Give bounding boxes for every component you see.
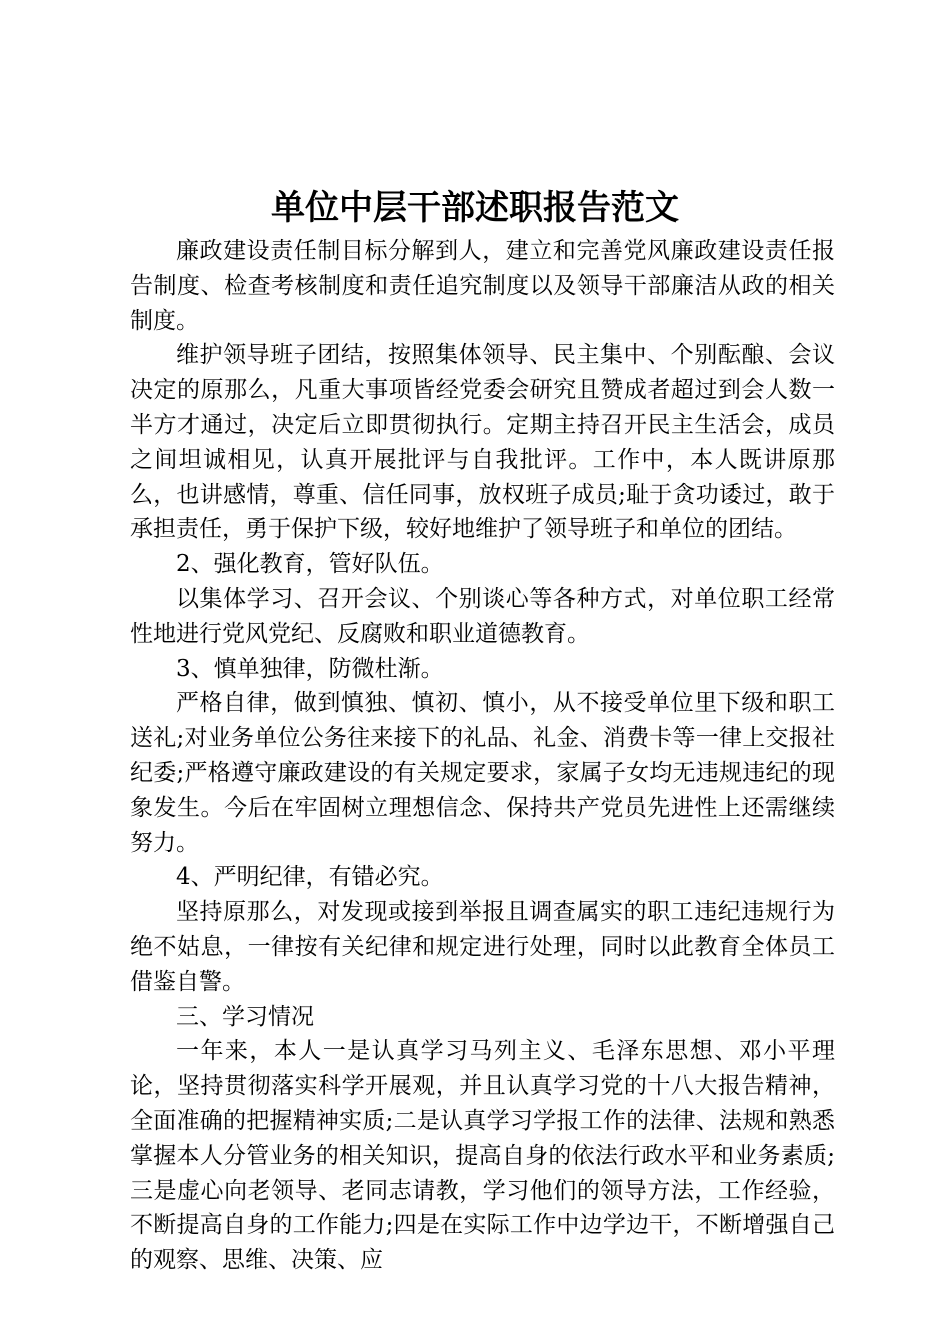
paragraph: 坚持原那么，对发现或接到举报且调查属实的职工违纪违规行为绝不姑息，一律按有关纪律和规定进行处理，同时以此教育全体员工借鉴自警。 [130,899,835,995]
paragraph: 以集体学习、召开会议、个别谈心等各种方式，对单位职工经常性地进行党风党纪、反腐败和职业道德教育。 [130,585,835,647]
paragraph: 维护领导班子团结，按照集体领导、民主集中、个别酝酿、会议决定的原那么，凡重大事项皆经党委会研究且赞成者超过到会人数一半方才通过，决定后立即贯彻执行。定期主持召开民主生活会，成员之间坦诚相见，认真开展批评与自我批评。工作中，本人既讲原那么，也讲感情，尊重、信任同事，放权班子成员;耻于贪功诿过，敢于承担责任，勇于保护下级，较好地维护了领导班子和单位的团结。 [130,342,835,543]
section-heading: 三、学习情况 [176,1003,314,1030]
section-heading: 4、严明纪律，有错必究。 [176,864,444,891]
document-body [130,234,835,1278]
section-heading: 3、慎单独律，防微杜渐。 [176,655,444,682]
section-heading: 2、强化教育，管好队伍。 [176,551,444,578]
paragraph: 廉政建设责任制目标分解到人，建立和完善党风廉政建设责任报告制度、检查考核制度和责任追究制度以及领导干部廉洁从政的相关制度。 [130,238,835,334]
document-title: 单位中层干部述职报告范文 [271,188,679,228]
paragraph: 一年来，本人一是认真学习马列主义、毛泽东思想、邓小平理论，坚持贯彻落实科学开展观，并且认真学习党的十八大报告精神，全面准确的把握精神实质;二是认真学习学报工作的法律、法规和熟悉掌握本人分管业务的相关知识，提高自身的依法行政水平和业务素质;三是虚心向老领导、老同志请教，学习他们的领导方法，工作经验，不断提高自身的工作能力;四是在实际工作中边学边干，不断增强自己的观察、思维、决策、应 [130,1038,835,1274]
paragraph: 严格自律，做到慎独、慎初、慎小，从不接受单位里下级和职工送礼;对业务单位公务往来接下的礼品、礼金、消费卡等一律上交报社纪委;严格遵守廉政建设的有关规定要求，家属子女均无违规违纪的现象发生。今后在牢固树立理想信念、保持共产党员先进性上还需继续努力。 [130,690,835,856]
